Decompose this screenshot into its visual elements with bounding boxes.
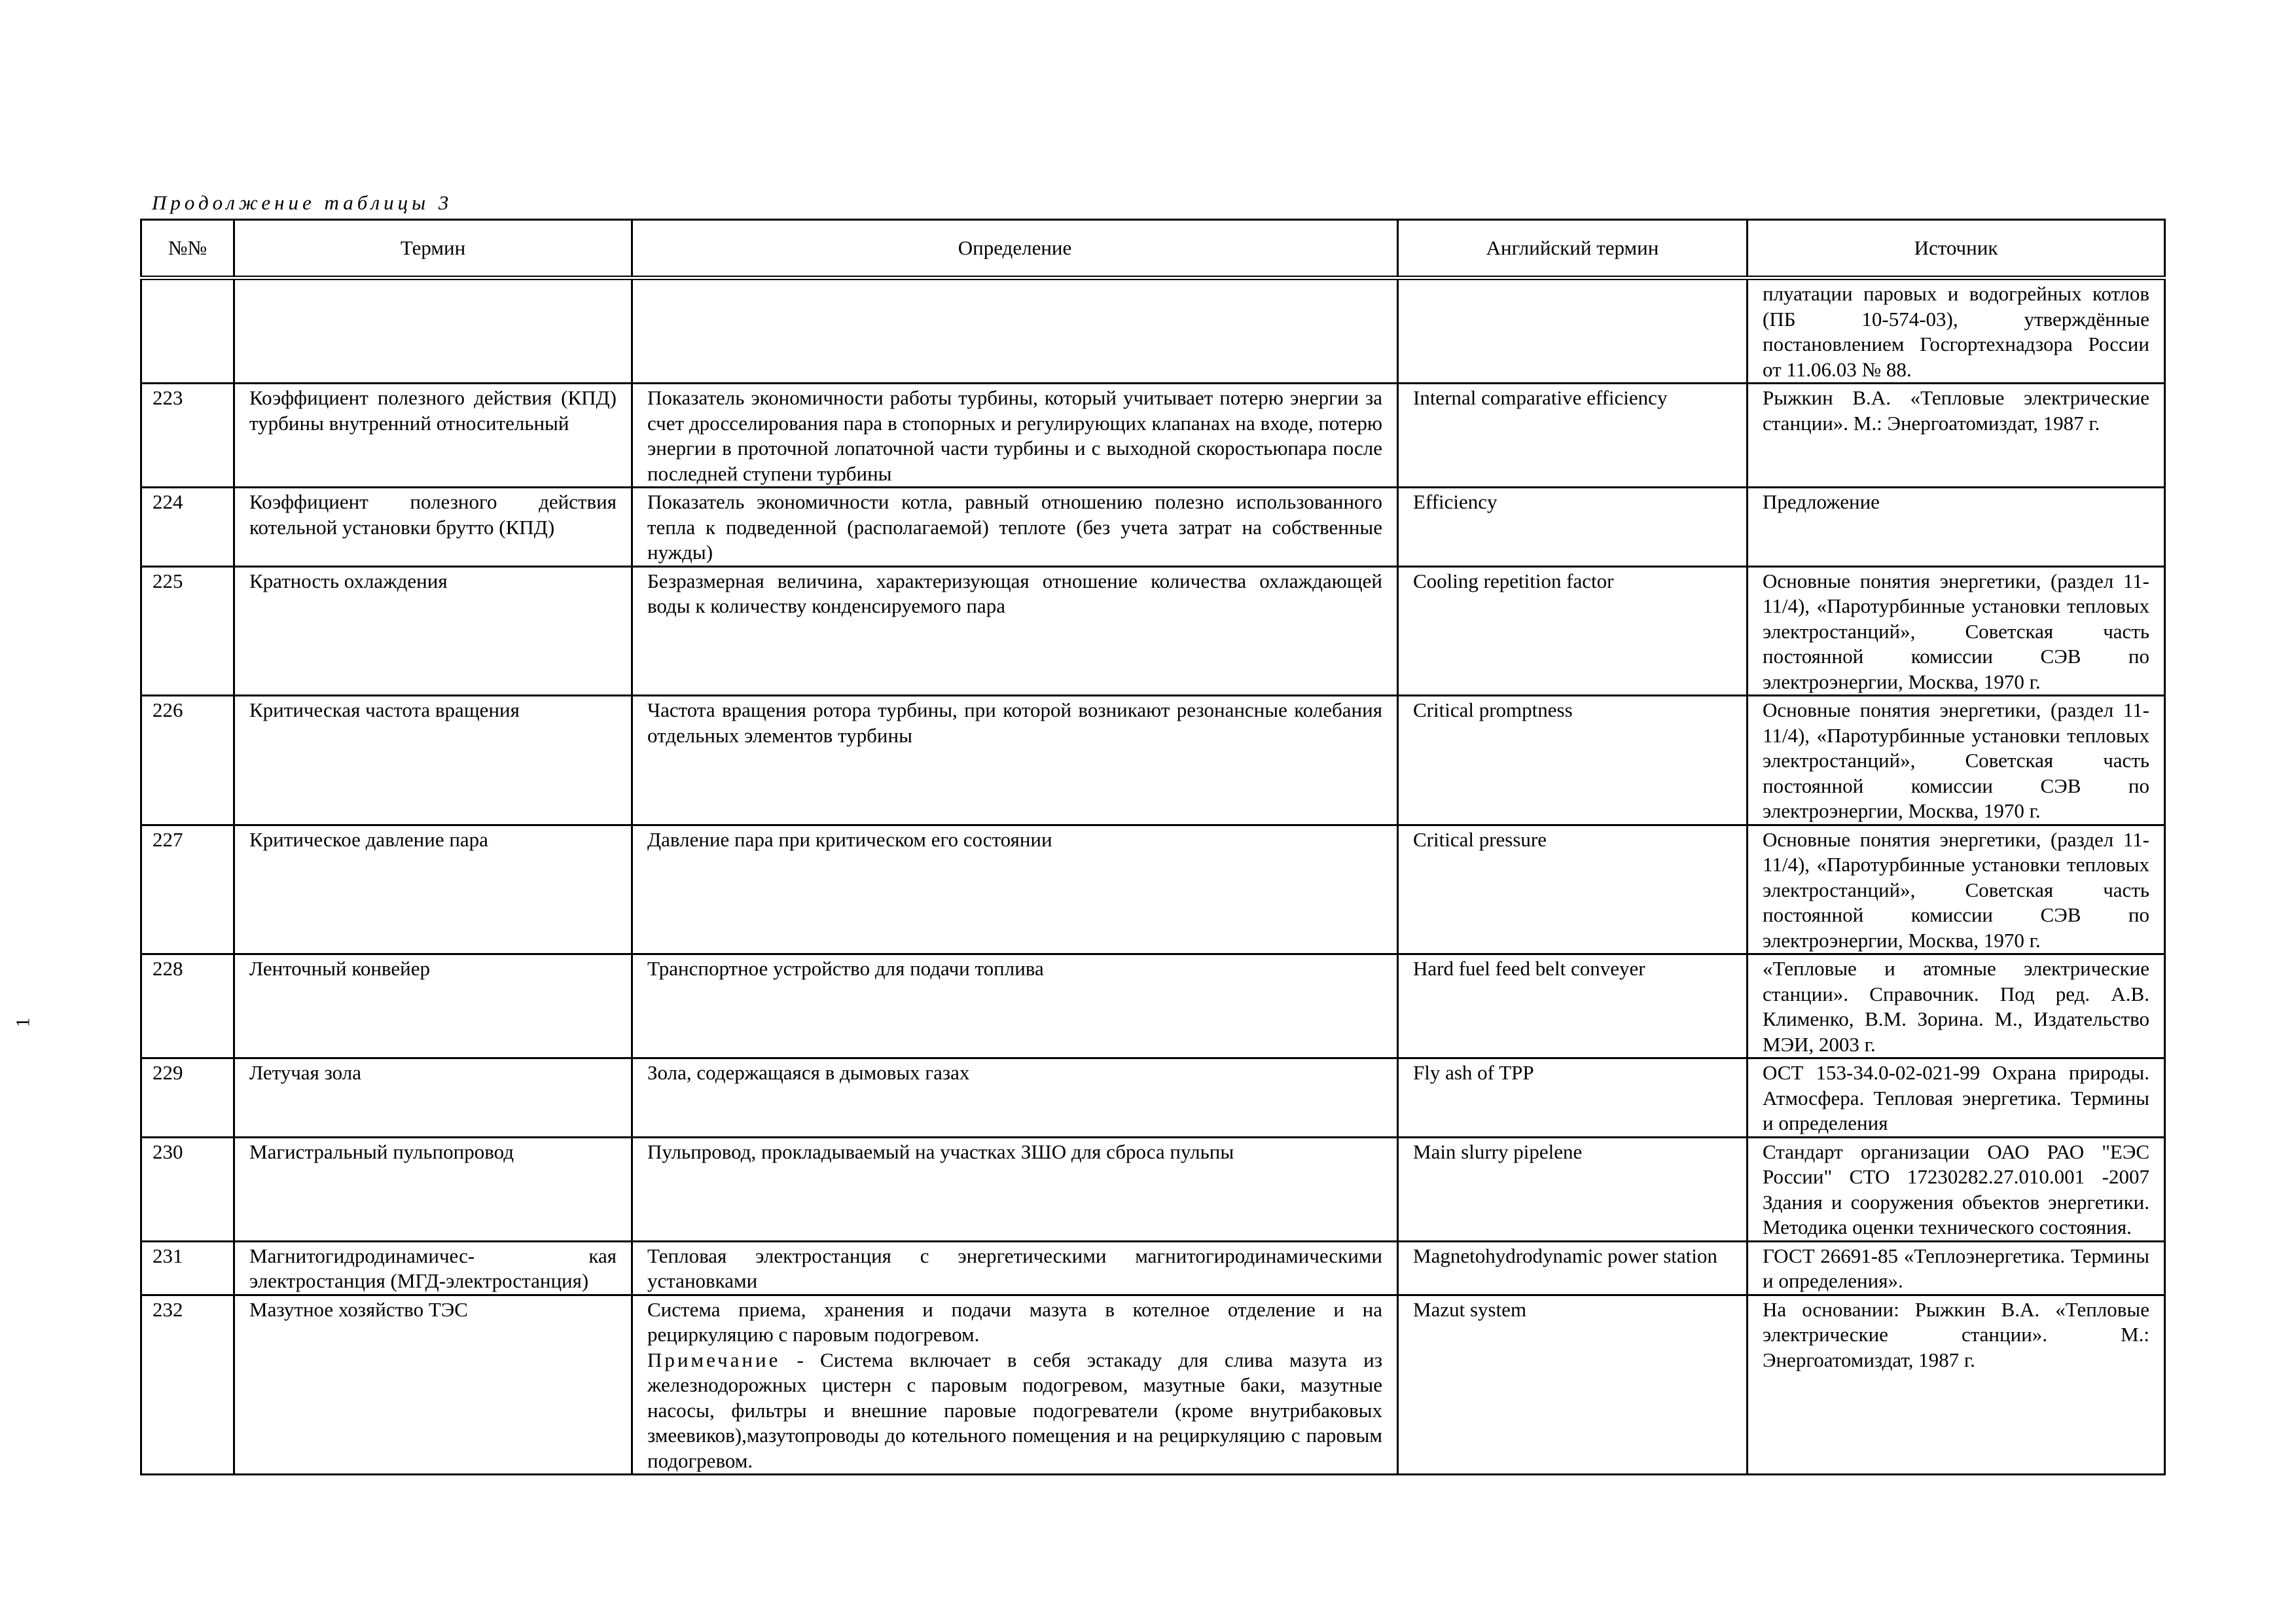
header-english: Английский термин bbox=[1398, 220, 1748, 278]
cell-english: Hard fuel feed belt conveyer bbox=[1398, 954, 1748, 1058]
cell-term: Коэффициент полезного действия котельной установки брутто (КПД) bbox=[234, 488, 632, 567]
cell-definition: Частота вращения ротора турбины, при которой возникают резонансные колебания отдельных элементов турбины bbox=[632, 696, 1398, 825]
cell-source: Предложение bbox=[1748, 488, 2165, 567]
cell-term: Коэффициент полезного действия (КПД) турбины внутренний относительный bbox=[234, 384, 632, 488]
table-row bbox=[141, 825, 2165, 954]
cell-english: Critical promptness bbox=[1398, 696, 1748, 825]
table-row bbox=[141, 384, 2165, 488]
note-text: - Система включает в себя эстакаду для слива мазута из железнодорожных цистерн с паровым подогревом, мазутные баки, мазутные насосы, фильтры и внешние паровые подогреватели (кроме внутрибаковых змеевиков),мазутопроводы до котельного помещения и на рециркуляцию с паровым подогревом. bbox=[647, 1348, 1382, 1472]
cell-num: 230 bbox=[141, 1137, 234, 1241]
table-row bbox=[141, 1058, 2165, 1138]
header-num: №№ bbox=[141, 220, 234, 278]
cell-source: Стандарт организации ОАО РАО "ЕЭС России" СТО 17230282.27.010.001 -2007 Здания и сооружения объектов энергетики. Методика оценки технического состояния. bbox=[1748, 1137, 2165, 1241]
table-row bbox=[141, 1137, 2165, 1241]
cell-num: 227 bbox=[141, 825, 234, 954]
table-caption: Продолжение таблицы 3 bbox=[152, 191, 453, 214]
header-definition: Определение bbox=[632, 220, 1398, 278]
cell-source: плуатации паровых и водогрейных котлов (ПБ 10-574-03), утверждённые постановлением Госгортехнадзора России от 11.06.03 № 88. bbox=[1748, 278, 2165, 384]
cell-term: Магистральный пульпопровод bbox=[234, 1137, 632, 1241]
cell-source: ГОСТ 26691-85 «Теплоэнергетика. Термины и определения». bbox=[1748, 1241, 2165, 1295]
cell-english: Cooling repetition factor bbox=[1398, 566, 1748, 696]
table-row bbox=[141, 696, 2165, 825]
cell-source: Основные понятия энергетики, (раздел 11-11/4), «Паротурбинные установки тепловых электростанций», Советская часть постоянной комиссии СЭВ по электроэнергии, Москва, 1970 г. bbox=[1748, 696, 2165, 825]
cell-num: 232 bbox=[141, 1295, 234, 1475]
cell-num: 229 bbox=[141, 1058, 234, 1138]
cell-num: 225 bbox=[141, 566, 234, 696]
note-label: Примечание bbox=[647, 1348, 781, 1371]
cell-definition: Транспортное устройство для подачи топлива bbox=[632, 954, 1398, 1058]
cell-english: Fly ash of TPP bbox=[1398, 1058, 1748, 1138]
cell-definition bbox=[632, 278, 1398, 384]
header-term: Термин bbox=[234, 220, 632, 278]
cell-english: Efficiency bbox=[1398, 488, 1748, 567]
cell-term: Летучая зола bbox=[234, 1058, 632, 1138]
side-page-mark: 1 bbox=[12, 1017, 34, 1028]
cell-num: 224 bbox=[141, 488, 234, 567]
cell-definition: Безразмерная величина, характеризующая отношение количества охлаждающей воды к количеству конденсируемого пара bbox=[632, 566, 1398, 696]
cell-definition: Пульпровод, прокладываемый на участках ЗШО для сброса пульпы bbox=[632, 1137, 1398, 1241]
cell-english bbox=[1398, 278, 1748, 384]
definition-text: Система приема, хранения и подачи мазута в котелное отделение и на рециркуляцию с паровым подогревом. bbox=[647, 1297, 1382, 1346]
cell-english: Main slurry pipelene bbox=[1398, 1137, 1748, 1241]
cell-source: Основные понятия энергетики, (раздел 11-11/4), «Паротурбинные установки тепловых электростанций», Советская часть постоянной комиссии СЭВ по электроэнергии, Москва, 1970 г. bbox=[1748, 566, 2165, 696]
cell-definition bbox=[632, 1295, 1398, 1475]
cell-definition: Зола, содержащаяся в дымовых газах bbox=[632, 1058, 1398, 1138]
table-row bbox=[141, 954, 2165, 1058]
cell-source: «Тепловые и атомные электрические станции». Справочник. Под ред. А.В. Клименко, В.М. Зорина. М., Издательство МЭИ, 2003 г. bbox=[1748, 954, 2165, 1058]
cell-num: 228 bbox=[141, 954, 234, 1058]
table-row bbox=[141, 566, 2165, 696]
cell-source: Основные понятия энергетики, (раздел 11-11/4), «Паротурбинные установки тепловых электростанций», Советская часть постоянной комиссии СЭВ по электроэнергии, Москва, 1970 г. bbox=[1748, 825, 2165, 954]
cell-term: Кратность охлаждения bbox=[234, 566, 632, 696]
cell-english: Internal comparative efficiency bbox=[1398, 384, 1748, 488]
table-row bbox=[141, 488, 2165, 567]
cell-definition: Давление пара при критическом его состоянии bbox=[632, 825, 1398, 954]
cell-term bbox=[234, 278, 632, 384]
header-source: Источник bbox=[1748, 220, 2165, 278]
table-body bbox=[141, 278, 2165, 1475]
cell-term: Критическая частота вращения bbox=[234, 696, 632, 825]
cell-term: Магнитогидродинамичес- кая электростанция (МГД-электростанция) bbox=[234, 1241, 632, 1295]
table-header bbox=[141, 220, 2165, 278]
cell-english: Magnetohydrodynamic power station bbox=[1398, 1241, 1748, 1295]
terms-table bbox=[140, 219, 2166, 1475]
cell-definition: Показатель экономичности котла, равный отношению полезно использованного тепла к подведенной (располагаемой) теплоте (без учета затрат на собственные нужды) bbox=[632, 488, 1398, 567]
cell-source: Рыжкин В.А. «Тепловые электрические станции». М.: Энергоатомиздат, 1987 г. bbox=[1748, 384, 2165, 488]
table-row bbox=[141, 1241, 2165, 1295]
cell-english: Critical pressure bbox=[1398, 825, 1748, 954]
table-row bbox=[141, 1295, 2165, 1475]
cell-source: На основании: Рыжкин В.А. «Тепловые электрические станции». М.: Энергоатомиздат, 1987 г. bbox=[1748, 1295, 2165, 1475]
cell-term: Критическое давление пара bbox=[234, 825, 632, 954]
table-row-continued bbox=[141, 278, 2165, 384]
cell-num bbox=[141, 278, 234, 384]
cell-num: 223 bbox=[141, 384, 234, 488]
cell-definition: Тепловая электростанция с энергетическими магнитогиродинамическими установками bbox=[632, 1241, 1398, 1295]
cell-num: 226 bbox=[141, 696, 234, 825]
cell-english: Mazut system bbox=[1398, 1295, 1748, 1475]
cell-term: Мазутное хозяйство ТЭС bbox=[234, 1295, 632, 1475]
cell-term: Ленточный конвейер bbox=[234, 954, 632, 1058]
cell-definition: Показатель экономичности работы турбины, который учитывает потерю энергии за счет дросселирования пара в стопорных и регулирующих клапанах на входе, потерю энергии в проточной лопаточной части турбины и с выходной скоростьюпара после последней ступени турбины bbox=[632, 384, 1398, 488]
cell-num: 231 bbox=[141, 1241, 234, 1295]
cell-source: ОСТ 153-34.0-02-021-99 Охрана природы. Атмосфера. Тепловая энергетика. Термины и определения bbox=[1748, 1058, 2165, 1138]
